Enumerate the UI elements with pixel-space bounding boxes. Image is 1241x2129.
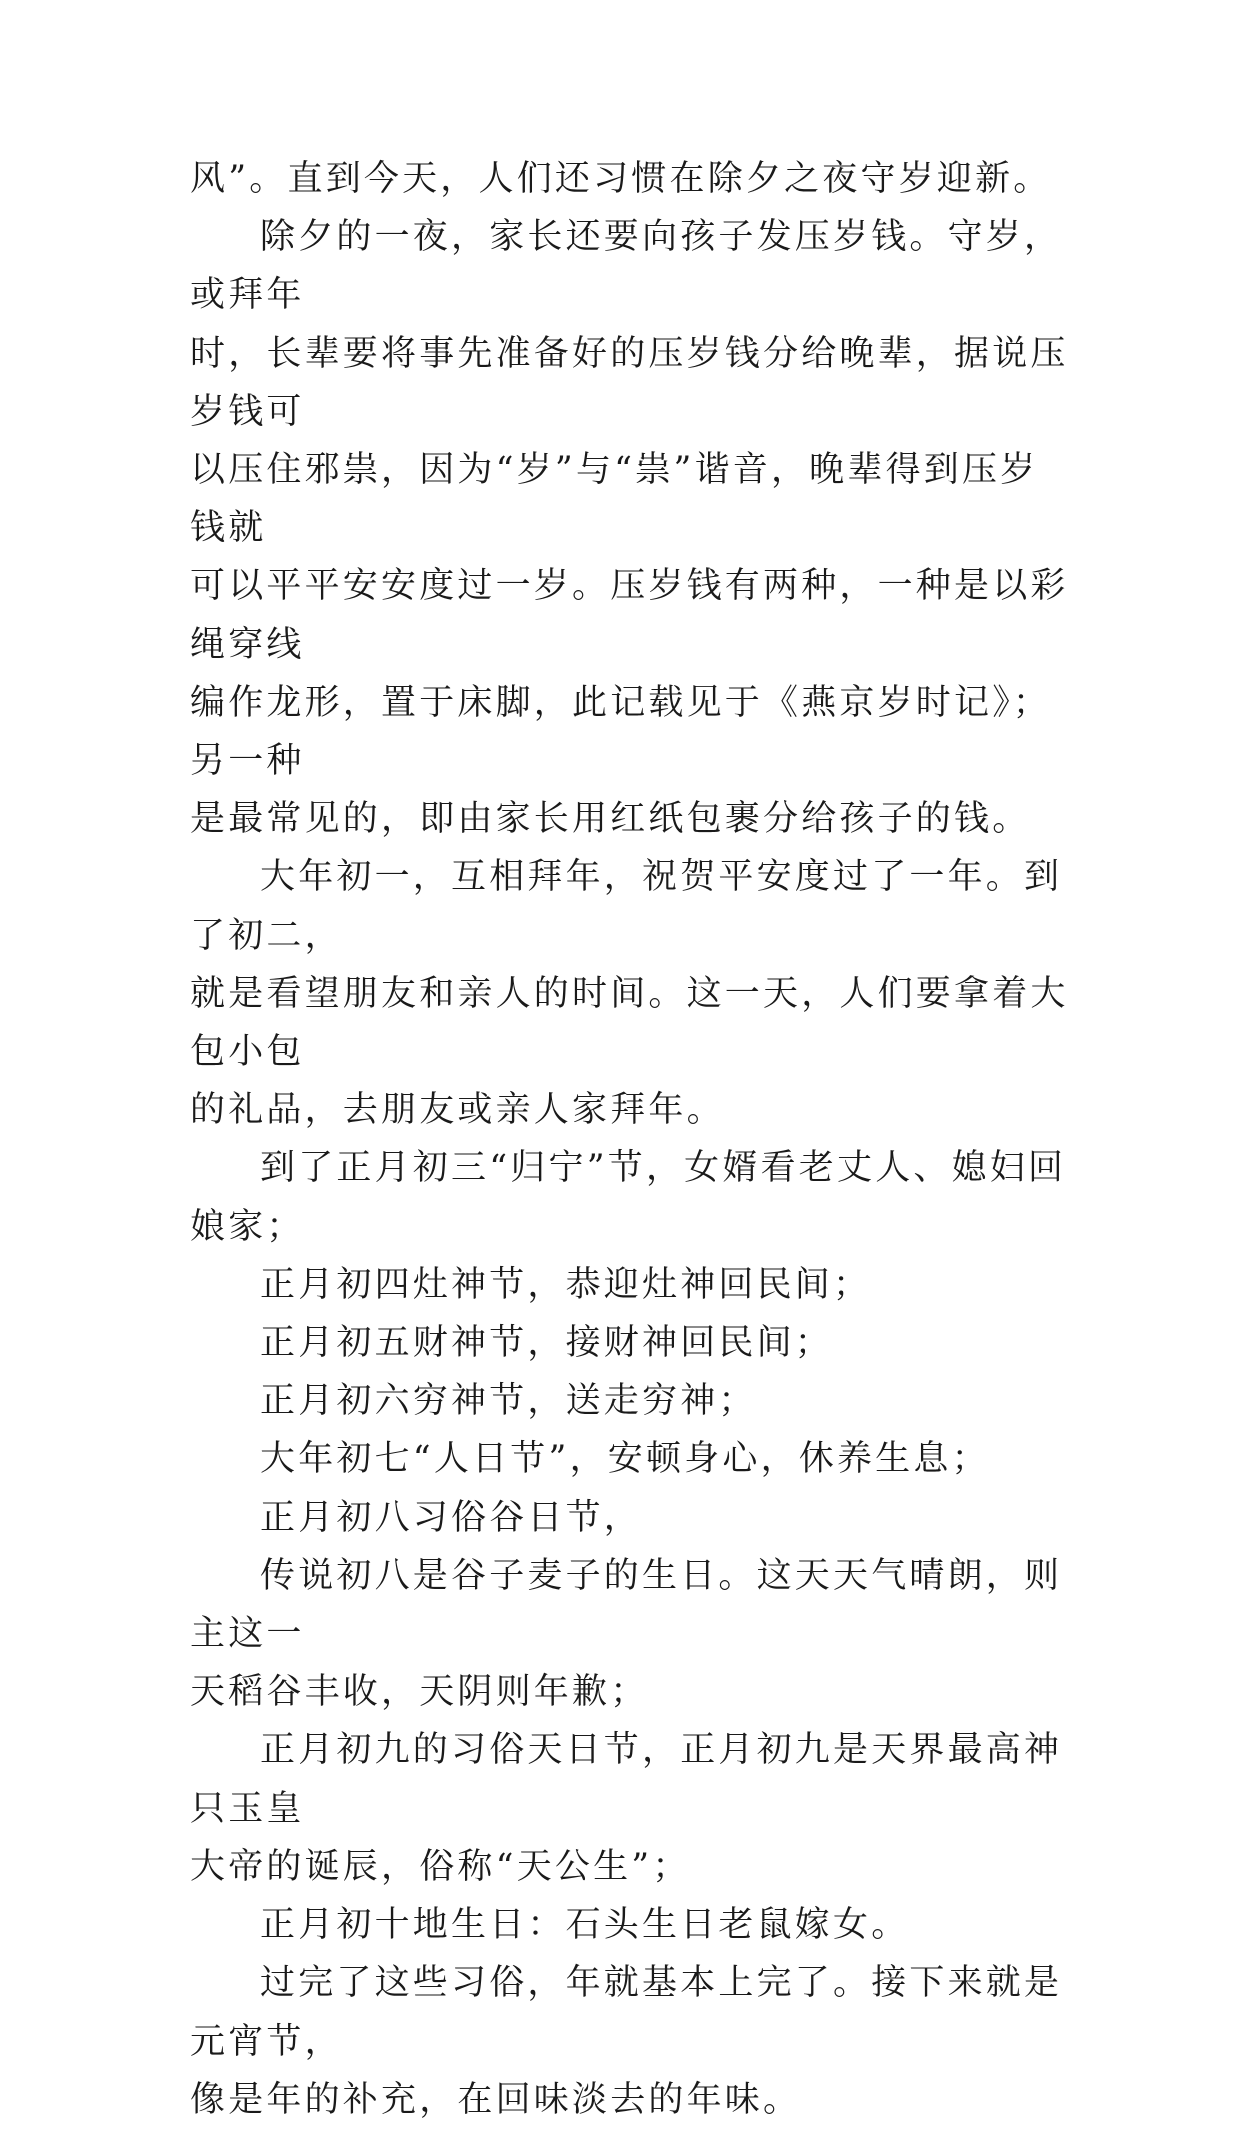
text-line: 像是年的补充，在回味淡去的年味。 <box>190 2079 802 2120</box>
text-line: 编作龙形，置于床脚，此记载见于《燕京岁时记》；另一种 <box>190 682 1052 782</box>
text-line: 大年初七“人日节”，安顿身心，休养生息； <box>260 1439 990 1480</box>
text-line: 传说初八是谷子麦子的生日。这天天气晴朗，则主这一 <box>190 1555 1063 1655</box>
text-line: 天稻谷丰收，天阴则年歉； <box>190 1672 649 1713</box>
text-line: 正月初九的习俗天日节，正月初九是天界最高神只玉皇 <box>190 1730 1063 1829</box>
text-line: 除夕的一夜，家长还要向孩子发压岁钱。守岁，或拜年 <box>190 217 1063 316</box>
text-line: 正月初八习俗谷日节， <box>260 1497 643 1538</box>
text-line: 以压住邪祟，因为“岁”与“祟”谐音，晚辈得到压岁钱就 <box>190 450 1039 549</box>
text-line: 正月初四灶神节，恭迎灶神回民间； <box>260 1264 872 1305</box>
text-line: 大年初一，互相拜年，祝贺平安度过了一年。到了初二， <box>190 857 1063 956</box>
text-line: 到了正月初三“归宁”节，女婿看老丈人、媳妇回娘家； <box>190 1148 1067 1247</box>
text-line: 正月初十地生日：石头生日老鼠嫁女。 <box>260 1905 910 1946</box>
text-line: 正月初六穷神节，送走穷神； <box>260 1381 757 1422</box>
text-line: 正月初五财神节，接财神回民间； <box>260 1323 834 1364</box>
text-line: 大帝的诞辰，俗称“天公生”； <box>190 1846 691 1887</box>
text-line: 风”。直到今天，人们还习惯在除夕之夜守岁迎新。 <box>190 159 1052 199</box>
text-line: 过完了这些习俗，年就基本上完了。接下来就是元宵节， <box>190 1963 1063 2062</box>
document-body <box>190 150 1070 2129</box>
text-line: 时，长辈要将事先准备好的压岁钱分给晚辈，据说压岁钱可 <box>190 333 1069 432</box>
text-line: 可以平平安安度过一岁。压岁钱有两种，一种是以彩绳穿线 <box>190 566 1069 665</box>
text-line: 就是看望朋友和亲人的时间。这一天，人们要拿着大包小包 <box>190 973 1069 1073</box>
text-line: 是最常见的，即由家长用红纸包裹分给孩子的钱。 <box>190 799 1031 840</box>
text-line: 的礼品，去朋友或亲人家拜年。 <box>190 1090 725 1131</box>
